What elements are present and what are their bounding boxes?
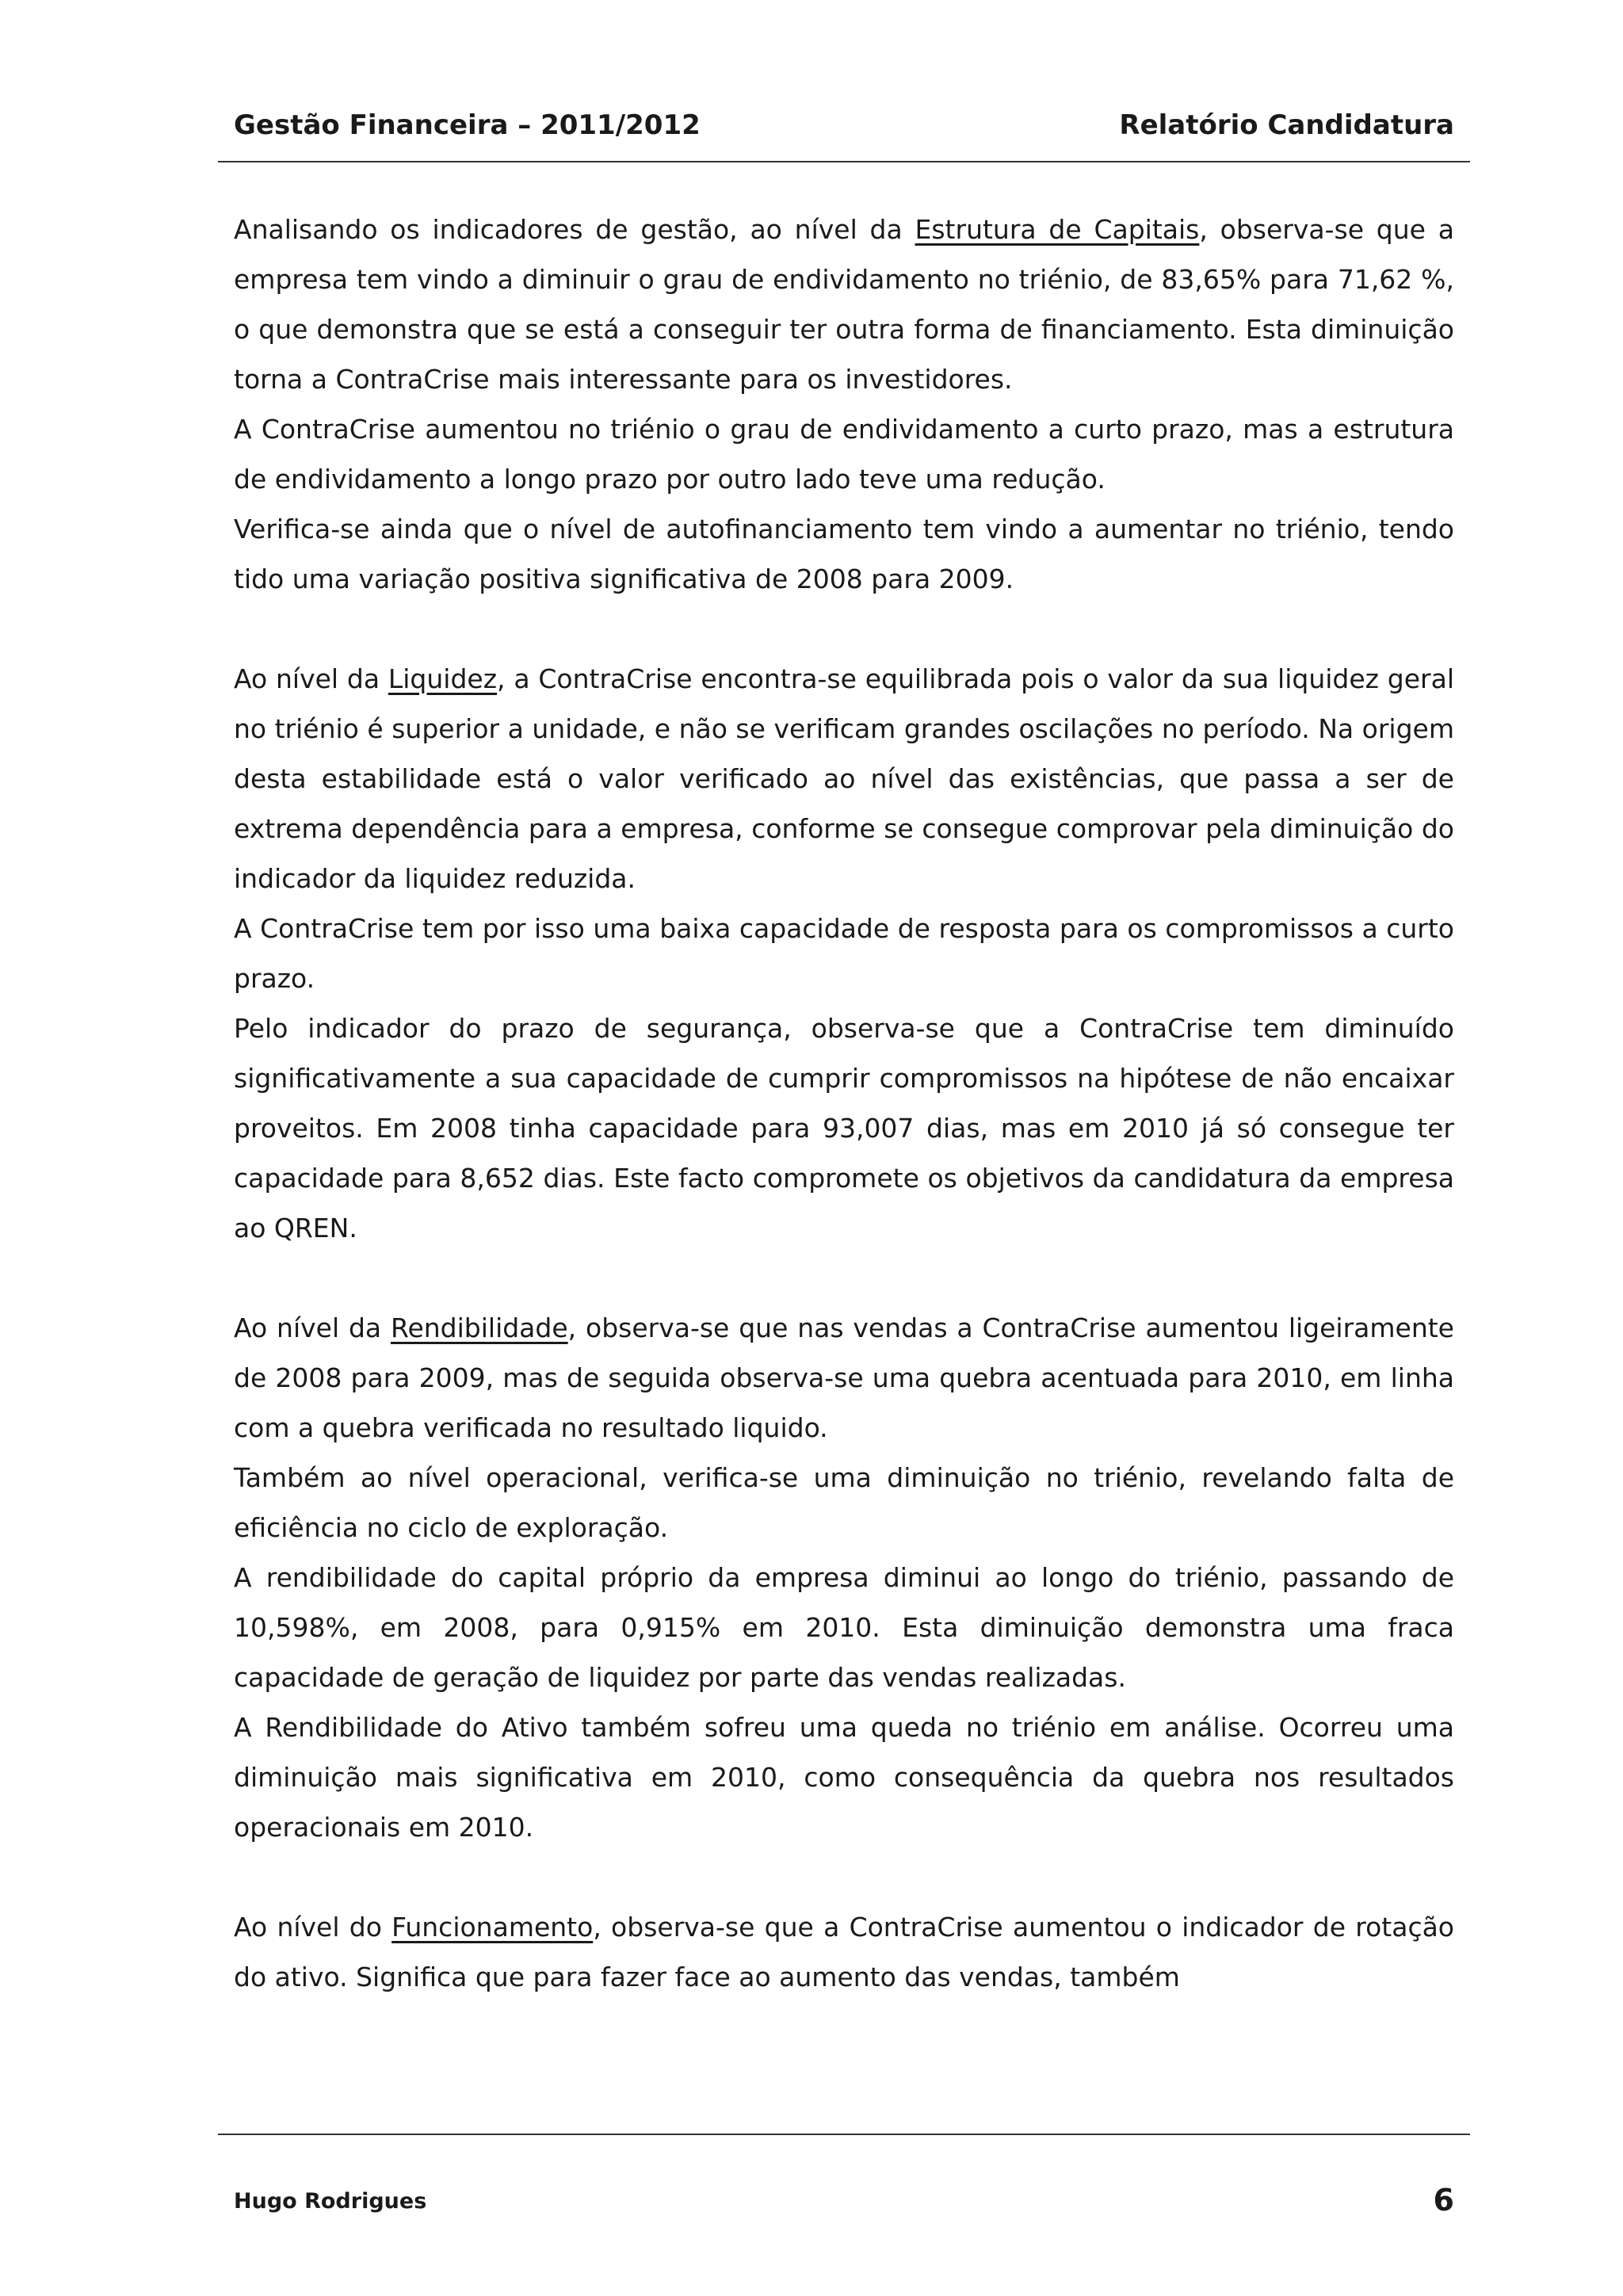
section-term-liquidez: Liquidez — [388, 663, 498, 694]
paragraph: A ContraCrise tem por isso uma baixa capacidade de resposta para os compromissos a curto prazo. — [234, 913, 1454, 994]
paragraph: A Rendibilidade do Ativo também sofreu uma queda no triénio em análise. Ocorreu uma diminuição mais significativa em 2010, como consequência da quebra nos resultados operacionais em 2010. — [234, 1712, 1454, 1843]
header-divider — [218, 161, 1470, 162]
section-term-funcionamento: Funcionamento — [391, 1912, 594, 1943]
footer-divider — [218, 2134, 1470, 2135]
paragraph-operations: Ao nível do Funcionamento, observa-se que a ContraCrise aumentou o indicador de rotação do ativo. Significa que para fazer face ao aumento das vendas, também — [234, 1912, 1454, 1992]
paragraph-gap — [234, 1852, 1454, 1902]
paragraph: A rendibilidade do capital próprio da empresa diminui ao longo do triénio, passando de 10,598%, em 2008, para 0,915% em 2010. Esta diminuição demonstra uma fraca capacidade de geração de liquidez por parte das vendas realizadas. — [234, 1562, 1454, 1693]
paragraph-profitability: Ao nível da Rendibilidade, observa-se que nas vendas a ContraCrise aumentou ligeiramente de 2008 para 2009, mas de seguida observa-se uma quebra acentuada para 2010, em linha com a quebra verificada no resultado liquido. — [234, 1312, 1454, 1443]
section-term-rendibilidade: Rendibilidade — [391, 1312, 568, 1343]
page-number: 6 — [1433, 2183, 1454, 2218]
paragraph: Verifica-se ainda que o nível de autofinanciamento tem vindo a aumentar no triénio, tendo tido uma variação positiva significativa de 2008 para 2009. — [234, 514, 1454, 594]
paragraph-gap — [234, 1253, 1454, 1303]
page-header — [234, 109, 1454, 141]
paragraph: Também ao nível operacional, verifica-se uma diminuição no triénio, revelando falta de eficiência no ciclo de exploração. — [234, 1462, 1454, 1543]
document-body — [234, 204, 1454, 2002]
header-document-type: Relatório Candidatura — [1119, 109, 1454, 141]
paragraph-gap — [234, 604, 1454, 654]
footer-author: Hugo Rodrigues — [234, 2189, 427, 2214]
section-term-estrutura-de-capitais: Estrutura de Capitais — [915, 214, 1200, 245]
paragraph-liquidity: Ao nível da Liquidez, a ContraCrise encontra-se equilibrada pois o valor da sua liquidez geral no triénio é superior a unidade, e não se verificam grandes oscilações no período. Na origem desta estabilidade está o valor verificado ao nível das existências, que passa a ser de extrema dependência para a empresa, conforme se consegue comprovar pela diminuição do indicador da liquidez reduzida. — [234, 663, 1454, 894]
header-title: Gestão Financeira – 2011/2012 — [234, 109, 701, 141]
paragraph-capital-structure: Analisando os indicadores de gestão, ao nível da Estrutura de Capitais, observa-se que a empresa tem vindo a diminuir o grau de endividamento no triénio, de 83,65% para 71,62 %, o que demonstra que se está a conseguir ter outra forma de financiamento. Esta diminuição torna a ContraCrise mais interessante para os investidores. — [234, 214, 1454, 395]
paragraph: Pelo indicador do prazo de segurança, observa-se que a ContraCrise tem diminuído significativamente a sua capacidade de cumprir compromissos na hipótese de não encaixar proveitos. Em 2008 tinha capacidade para 93,007 dias, mas em 2010 já só consegue ter capacidade para 8,652 dias. Este facto compromete os objetivos da candidatura da empresa ao QREN. — [234, 1013, 1454, 1244]
paragraph: A ContraCrise aumentou no triénio o grau de endividamento a curto prazo, mas a estrutura de endividamento a longo prazo por outro lado teve uma redução. — [234, 414, 1454, 495]
